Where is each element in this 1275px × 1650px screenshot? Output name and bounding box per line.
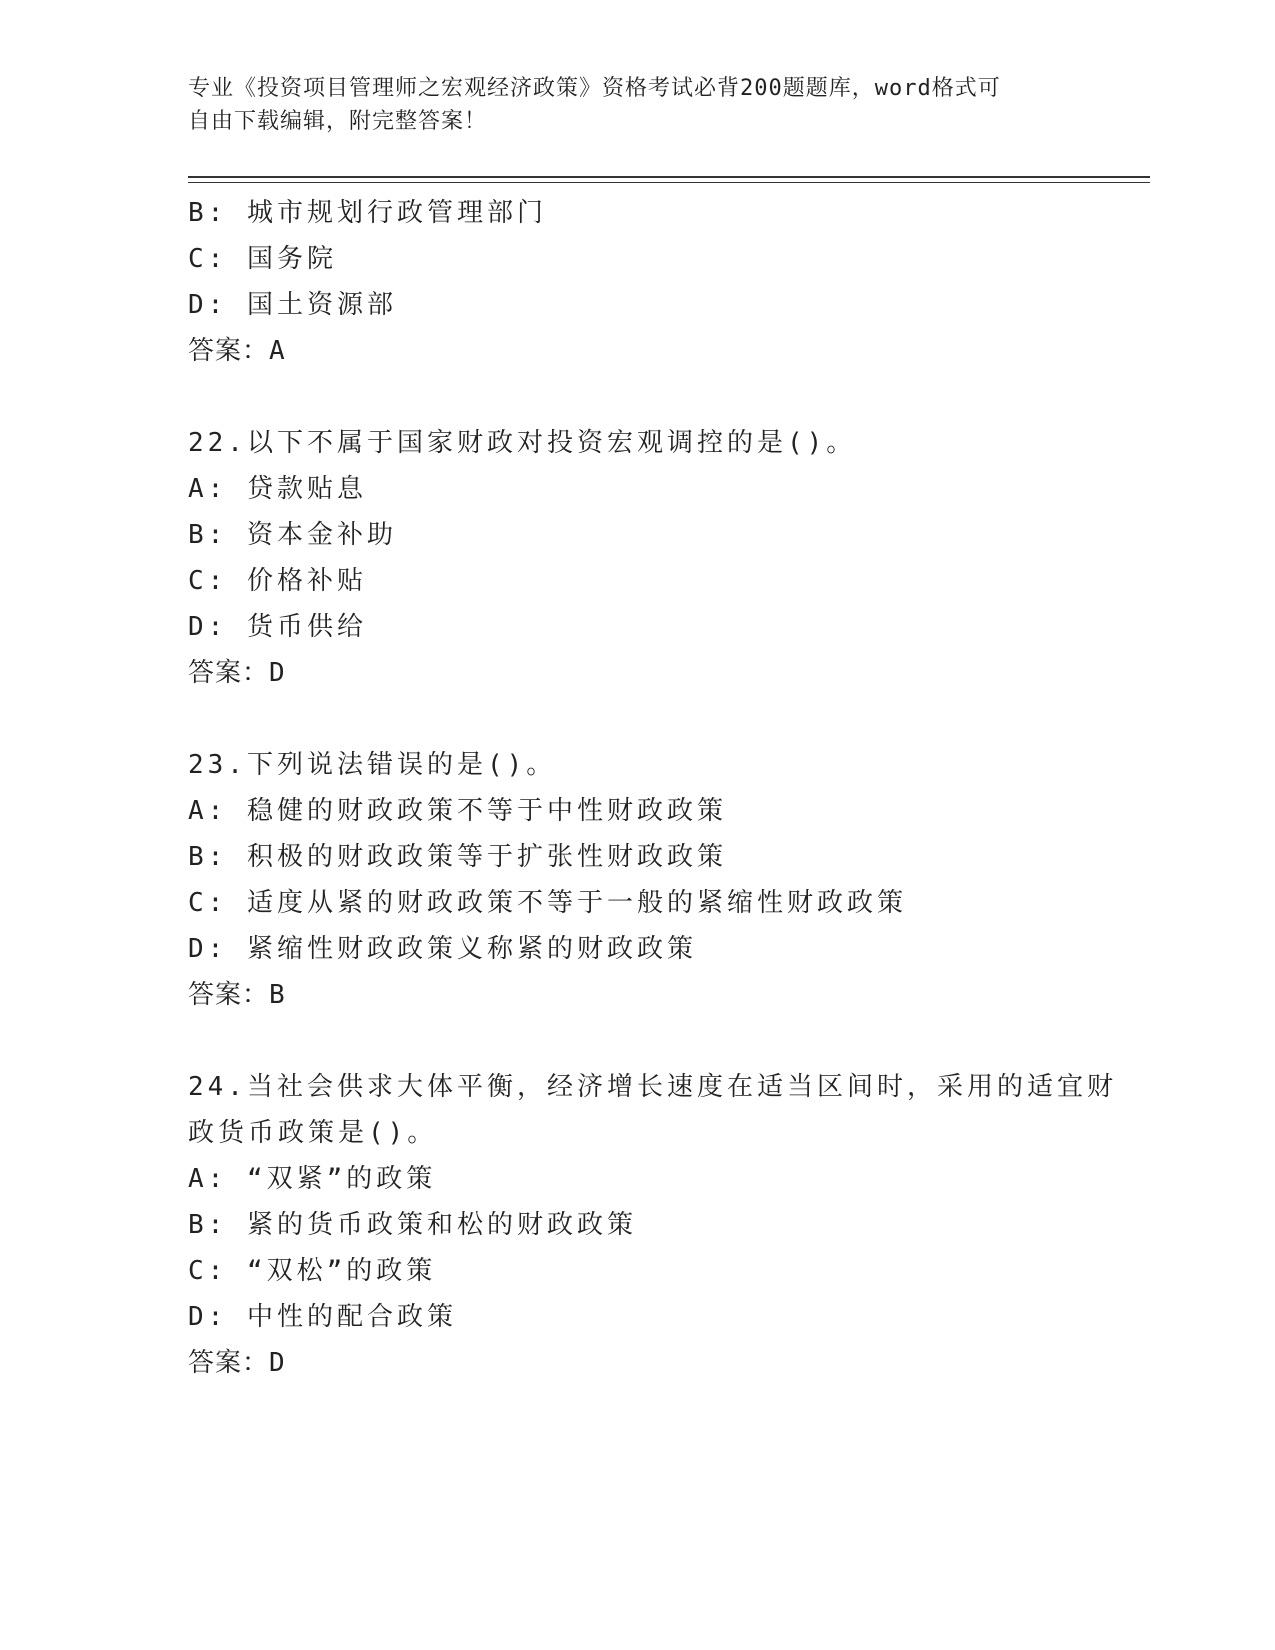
option-d: D: 货币供给 [188, 612, 367, 642]
header-title-line-1: 专业《投资项目管理师之宏观经济政策》资格考试必背200题题库，word格式可 [188, 76, 1001, 101]
spacer [188, 374, 1088, 420]
option-d: D: 国土资源部 [188, 290, 397, 320]
header-rule-thin [188, 182, 1150, 183]
option-a: A: 稳健的财政政策不等于中性财政政策 [188, 796, 727, 826]
question-block-21 [188, 190, 1088, 374]
header-title-line-2: 自由下载编辑，附完整答案！ [188, 109, 488, 134]
question-text-line-2: 政货币政策是()。 [188, 1118, 438, 1148]
option-b: B: 积极的财政政策等于扩张性财政政策 [188, 842, 727, 872]
question-block-24 [188, 1064, 1117, 1386]
option-c: C: 价格补贴 [188, 566, 367, 596]
question-list [188, 190, 1117, 1386]
question-text: 22.以下不属于国家财政对投资宏观调控的是()。 [188, 428, 857, 458]
question-block-23 [188, 742, 1088, 1018]
option-b: B: 紧的货币政策和松的财政政策 [188, 1210, 637, 1240]
option-b: B: 资本金补助 [188, 520, 397, 550]
spacer [188, 1018, 1088, 1064]
spacer [188, 696, 1088, 742]
option-b: B: 城市规划行政管理部门 [188, 198, 547, 228]
question-block-22 [188, 420, 1088, 696]
answer-line: 答案：D [188, 658, 286, 688]
document-header [188, 72, 1068, 138]
option-c: C: “双松”的政策 [188, 1256, 437, 1286]
answer-line: 答案：B [188, 980, 286, 1010]
question-text-line-1: 24.当社会供求大体平衡，经济增长速度在适当区间时，采用的适宜财 [188, 1072, 1117, 1102]
header-rule-thick [188, 176, 1150, 178]
answer-line: 答案：A [188, 336, 286, 366]
question-text: 23.下列说法错误的是()。 [188, 750, 557, 780]
option-a: A: 贷款贴息 [188, 474, 367, 504]
option-d: D: 紧缩性财政政策义称紧的财政政策 [188, 934, 697, 964]
option-c: C: 国务院 [188, 244, 337, 274]
answer-line: 答案：D [188, 1348, 286, 1378]
option-c: C: 适度从紧的财政政策不等于一般的紧缩性财政政策 [188, 888, 907, 918]
option-a: A: “双紧”的政策 [188, 1164, 437, 1194]
option-d: D: 中性的配合政策 [188, 1302, 457, 1332]
